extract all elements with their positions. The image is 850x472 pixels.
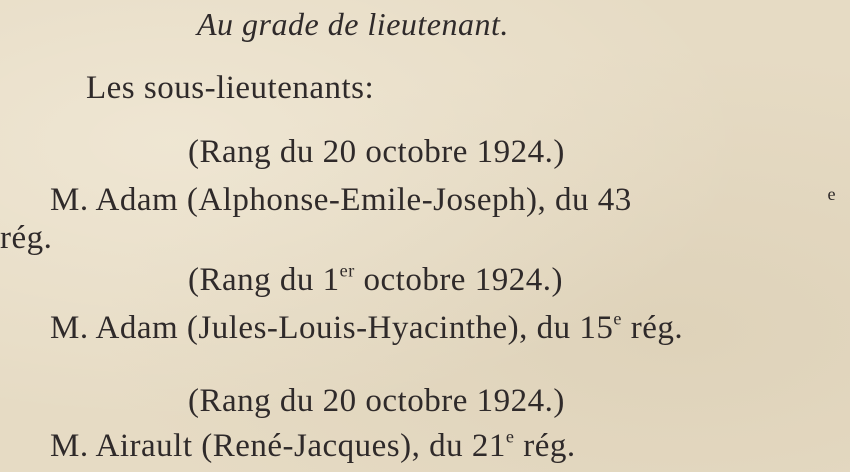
entry-2-text: M. Adam (Jules-Louis-Hyacinthe), du 15	[50, 310, 614, 346]
rank-date-2-ordinal: er	[339, 260, 355, 281]
intro-line: Les sous-lieutenants:	[86, 70, 375, 106]
entry-1-text: M. Adam (Alphonse-Emile-Joseph), du 43	[50, 182, 632, 218]
entry-2-line	[50, 310, 683, 347]
entry-2-suffix: rég.	[621, 310, 684, 346]
rank-date-2	[188, 262, 563, 299]
entry-3-suffix: rég.	[514, 428, 576, 464]
rank-date-2-suffix: octobre 1924.)	[354, 262, 563, 298]
entry-1-continuation: rég.	[0, 220, 53, 256]
entry-3-line	[50, 428, 576, 465]
entry-3-text: M. Airault (René-Jacques), du 21	[50, 428, 506, 464]
entry-2-ordinal: e	[613, 308, 622, 329]
rank-date-1: (Rang du 20 octobre 1924.)	[188, 134, 565, 170]
entry-3-ordinal: e	[505, 426, 515, 447]
rank-date-3: (Rang du 20 octobre 1924.)	[188, 383, 565, 419]
rank-date-2-prefix: (Rang du 1	[188, 262, 340, 298]
section-heading: Au grade de lieutenant.	[197, 6, 509, 42]
entry-1-line: M. Adam (Alphonse-Emile-Joseph), du 43 e	[50, 182, 836, 218]
